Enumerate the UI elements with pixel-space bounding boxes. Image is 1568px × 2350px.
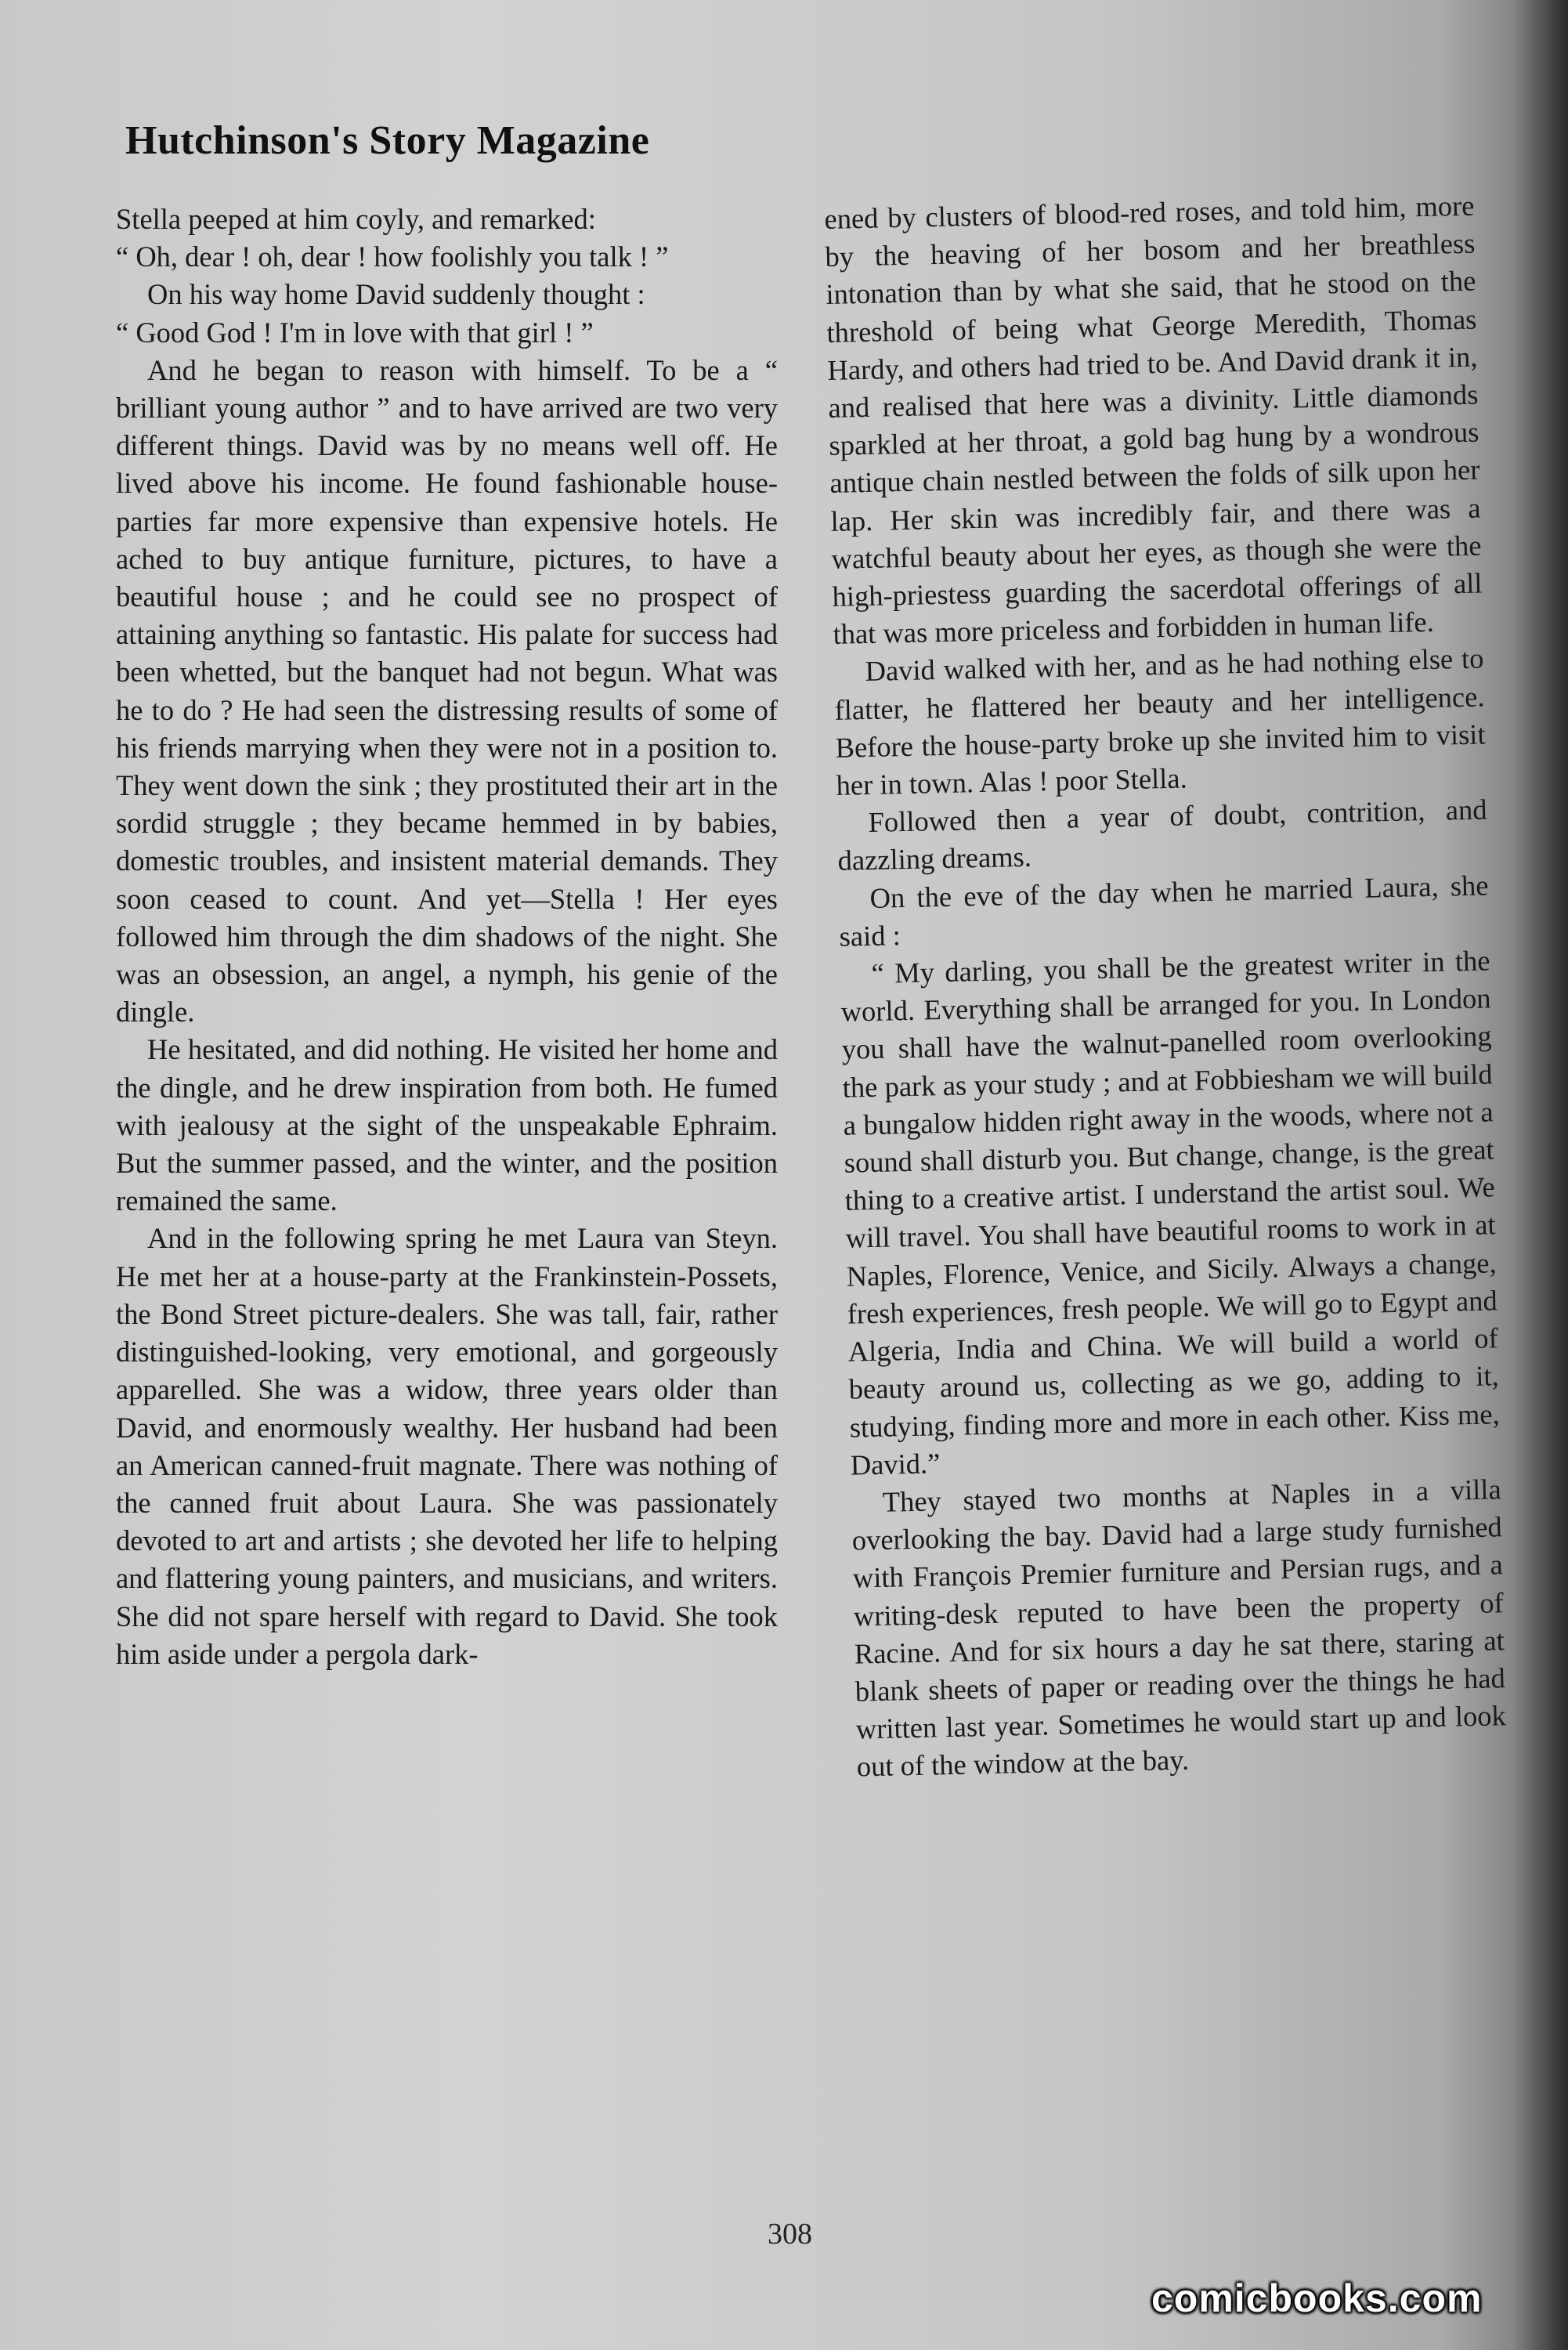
paragraph: He hesitated, and did nothing. He visited her home and the dingle, and he drew inspiration from both. He fumed with jealousy at the sight of the unspeakable Ephraim. But the summer passed, and the winter, and the position remained the same. [116,1033,778,1217]
left-column [116,201,778,1673]
paragraph: “ My darling, you shall be the greatest writer in the world. Everything shall be arranged for you. In London you shall have the walnut-panelled room overlooking the park as your study ; and at Fobbiesham we will build a bungalow hidden right away in the woods, where not a sound shall disturb you. But change, change, is the great thing to a creative artist. I understand the artist soul. We will travel. You shall have beautiful rooms to work in at Naples, Florence, Venice, and Sicily. Always a change, fresh experiences, fresh people. We will go to Egypt and Algeria, India and China. We will build a world of beauty around us, collecting as we go, adding to it, studying, finding more and more in each other. Kiss me, David.” [840,944,1501,1481]
paragraph: ened by clusters of blood-red roses, and told him, more by the heaving of her bosom and her breathless intonation than by what she said, that he stood on the threshold of being what George Meredith, Thomas Hardy, and others had tried to be. And David drank it in, and realised that here was a divinity. Little diamonds sparkled at her throat, a gold bag hung by a wondrous antique chain nestled between the folds of silk upon her lap. Her skin was incredibly fair, and there was a watchful beauty about her eyes, as though she were the high-priestess guarding the sacerdotal offerings of all that was more priceless and forbidden in human life. [824,189,1483,651]
paragraph: On the eve of the day when he married Laura, she said : [839,869,1489,953]
binding-shadow [1513,0,1568,2350]
paragraph: “ Good God ! I'm in love with that girl ! ” [116,316,594,349]
page-number: 308 [768,2218,812,2251]
paragraph: Stella peeped at him coyly, and remarked: [116,203,596,235]
right-column [824,187,1507,1786]
paragraph: Followed then a year of doubt, contrition, and dazzling dreams. [837,793,1487,877]
paragraph: David walked with her, and as he had nothing else to flatter, he flattered her beauty and her intelligence. Before the house-party broke up she invited him to visit her in town. Alas ! poor Stella. [834,642,1486,801]
watermark: comicbooks.com [1151,2276,1483,2320]
paragraph: And he began to reason with himself. To be a “ brilliant young author ” and to have arrived are two very different things. David was by no means well off. He lived above his income. He found fashionable house-parties far more expensive than expensive hotels. He ached to buy antique furniture, pictures, to have a beautiful house ; and he could see no prospect of attaining anything so fantastic. His palate for success had been whetted, but the banquet had not begun. What was he to do ? He had seen the distressing results of some of his friends marrying when they were not in a position to. They went down the sink ; they prostituted their art in the sordid struggle ; they became hemmed in by babies, domestic troubles, and insistent material demands. They soon ceased to count. And yet—Stella ! Her eyes followed him through the dim shadows of the night. She was an obsession, an angel, a nymph, his genie of the dingle. [116,353,778,1029]
paragraph: On his way home David suddenly thought : [147,278,645,311]
paragraph: “ Oh, dear ! oh, dear ! how foolishly you talk ! ” [116,240,669,273]
paragraph: They stayed two months at Naples in a villa overlooking the bay. David had a large study furnished with François Premier furniture and Persian rugs, and a writing-desk reputed to have been the property of Racine. And for six hours a day he sat there, staring at blank sheets of paper or reading over the things he had written last year. Sometimes he would start up and look out of the window at the bay. [851,1473,1507,1783]
paragraph: And in the following spring he met Laura van Steyn. He met her at a house-party at the Frankinstein-Possets, the Bond Street picture-dealers. She was tall, fair, rather distinguished-looking, very emotional, and gorgeously apparelled. She was a widow, three years older than David, and enormously wealthy. Her husband had been an American canned-fruit magnate. There was nothing of the canned fruit about Laura. She was passionately devoted to art and artists ; she devoted her life to helping and flattering young painters, and musicians, and writers. She did not spare herself with regard to David. She took him aside under a pergola dark- [116,1222,778,1670]
magazine-title: Hutchinson's Story Magazine [125,118,650,163]
